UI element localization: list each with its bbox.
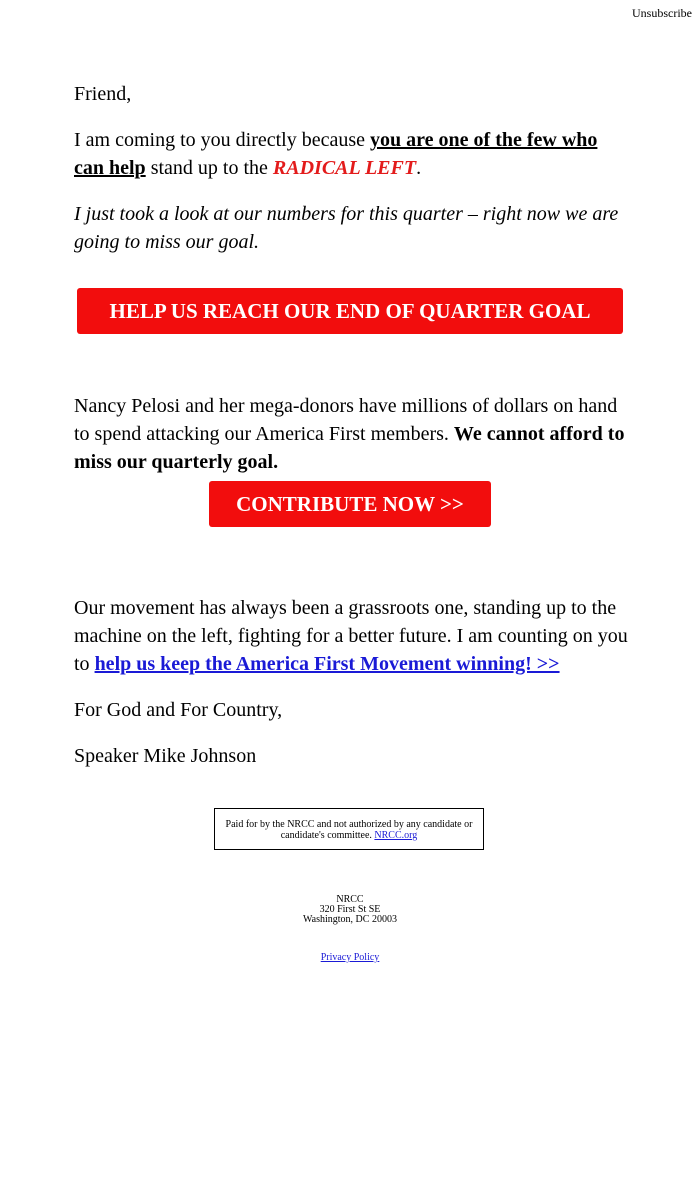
emphasis-text: you are one of the few who can help (74, 129, 598, 179)
privacy-section (0, 952, 700, 963)
mailing-address (0, 895, 700, 925)
intro-end: . (416, 157, 422, 179)
quarterly-goal-text: We cannot afford to miss our quarterly goal. (74, 423, 625, 473)
middle-text: stand up to the (145, 157, 273, 179)
contribute-now-button[interactable]: CONTRIBUTE NOW >> (209, 481, 491, 527)
greeting: Friend, (74, 83, 132, 105)
disclaimer-text: Paid for by the NRCC and not authorized by any candidate or candidate's committee. (225, 819, 473, 841)
address-city: Washington, DC 20003 (303, 914, 397, 925)
pelosi-text: Nancy Pelosi and her mega-donors have millions of dollars on hand to spend attacking our America First members. (74, 395, 618, 445)
privacy-policy-link[interactable]: Privacy Policy (320, 952, 380, 963)
quarter-numbers-paragraph: I just took a look at our numbers for this quarter – right now we are going to miss our goal. (74, 203, 619, 253)
end-of-quarter-goal-button[interactable]: HELP US REACH OUR END OF QUARTER GOAL (77, 288, 623, 334)
letter-body (74, 80, 630, 788)
unsubscribe-link[interactable]: Unsubscribe (632, 6, 692, 20)
address-org: NRCC (336, 894, 364, 905)
nrcc-org-link[interactable]: NRCC.org (374, 830, 418, 841)
signoff: For God and For Country, (74, 699, 283, 721)
paid-for-disclaimer (214, 808, 484, 850)
intro-text: I am coming to you directly because (74, 129, 371, 151)
radical-left-text: RADICAL LEFT (272, 157, 417, 179)
movement-winning-link[interactable]: help us keep the America First Movement winning! >> (94, 653, 560, 675)
signature: Speaker Mike Johnson (74, 745, 257, 767)
address-street: 320 First St SE (319, 904, 381, 915)
intro-paragraph (74, 126, 630, 182)
movement-paragraph (74, 594, 630, 678)
pelosi-paragraph (74, 392, 630, 476)
movement-text: Our movement has always been a grassroots one, standing up to the machine on the left, fighting for a better future. I am counting on you to (74, 597, 628, 675)
